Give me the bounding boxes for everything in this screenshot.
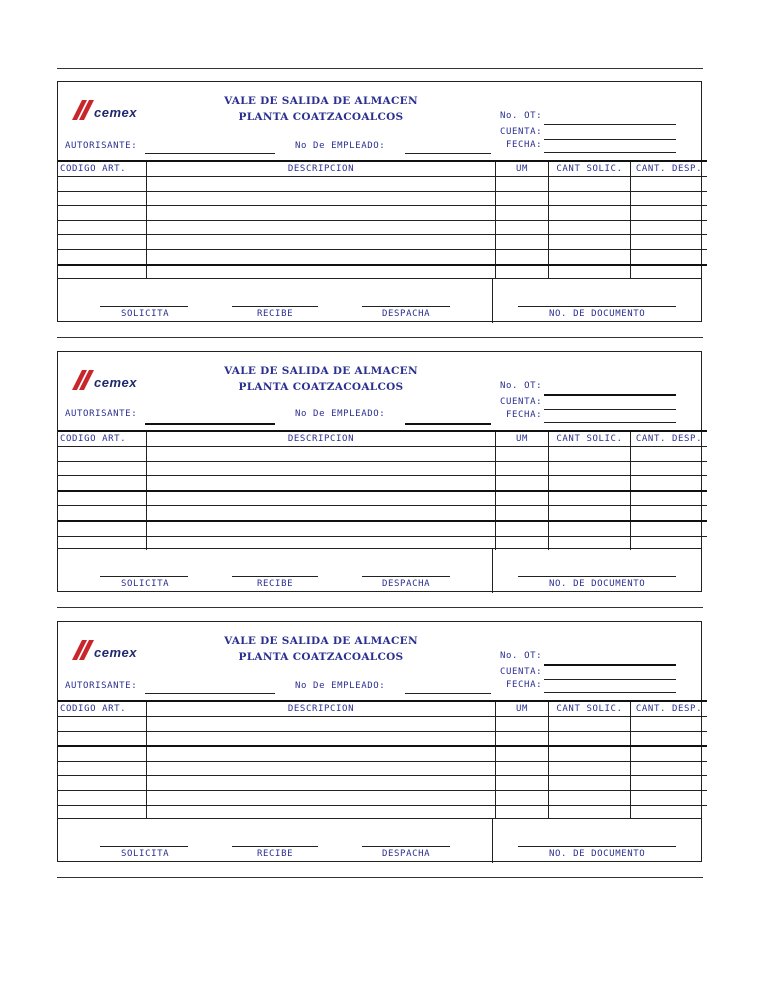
signature-divider [492,279,493,323]
table-row[interactable] [58,220,707,235]
solicita-line[interactable] [100,846,188,847]
col-descripcion: DESCRIPCION [147,431,496,447]
signature-area [58,818,701,863]
no-ot-field[interactable] [544,124,676,125]
recibe-line[interactable] [232,306,318,307]
recibe-label: RECIBE [257,849,294,859]
svg-text:cemex: cemex [94,105,137,120]
recibe-label: RECIBE [257,309,294,319]
items-table [58,160,707,279]
table-row[interactable] [58,476,707,491]
cuenta-label: CUENTA: [500,127,543,137]
solicita-line[interactable] [100,576,188,577]
table-row[interactable] [58,746,707,761]
table-row[interactable] [58,461,707,476]
cuenta-field[interactable] [544,139,676,140]
no-documento-line[interactable] [518,846,676,847]
no-empleado-label: No De EMPLEADO: [295,681,386,691]
col-cant-desp: CANT. DESP. [631,161,708,177]
col-um: UM [496,701,549,717]
col-cant-solic: CANT SOLIC. [549,701,631,717]
col-descripcion: DESCRIPCION [147,701,496,717]
despacha-label: DESPACHA [382,849,431,859]
table-header [58,431,707,447]
no-ot-label: No. OT: [500,381,543,391]
autorisante-field[interactable] [145,423,275,425]
no-empleado-field[interactable] [405,423,491,425]
table-row[interactable] [58,235,707,250]
recibe-line[interactable] [232,846,318,847]
no-ot-label: No. OT: [500,111,543,121]
no-empleado-label: No De EMPLEADO: [295,409,386,419]
no-documento-label: NO. DE DOCUMENTO [549,849,646,859]
fecha-field[interactable] [544,692,676,693]
table-row[interactable] [58,790,707,805]
fecha-label: FECHA: [506,410,543,420]
table-row[interactable] [58,731,707,746]
solicita-line[interactable] [100,306,188,307]
no-documento-line[interactable] [518,306,676,307]
no-ot-field[interactable] [544,394,676,396]
autorisante-field[interactable] [145,153,275,154]
autorisante-label: AUTORISANTE: [65,409,138,419]
col-um: UM [496,431,549,447]
vale-1 [57,81,702,322]
no-documento-label: NO. DE DOCUMENTO [549,579,646,589]
table-row[interactable] [58,447,707,462]
fecha-label: FECHA: [506,680,543,690]
fecha-field[interactable] [544,422,676,423]
despacha-line[interactable] [362,306,450,307]
form-title: VALE DE SALIDA DE ALMACEN [224,95,418,107]
cemex-logo [70,368,142,392]
table-row[interactable] [58,521,707,536]
table-row[interactable] [58,491,707,506]
fecha-field[interactable] [544,152,676,153]
signature-divider [492,549,493,593]
signature-area [58,278,701,323]
col-codigo-art: CODIGO ART. [58,431,147,447]
separator [57,337,703,338]
no-documento-label: NO. DE DOCUMENTO [549,309,646,319]
items-table [58,430,707,550]
solicita-label: SOLICITA [121,309,170,319]
col-um: UM [496,161,549,177]
cuenta-field[interactable] [544,679,676,680]
autorisante-label: AUTORISANTE: [65,681,138,691]
items-table [58,700,707,819]
form-title: VALE DE SALIDA DE ALMACEN [224,365,418,377]
col-cant-solic: CANT SOLIC. [549,161,631,177]
col-cant-desp: CANT. DESP. [631,431,708,447]
table-header [58,161,707,177]
no-empleado-label: No De EMPLEADO: [295,141,386,151]
col-codigo-art: CODIGO ART. [58,161,147,177]
fecha-label: FECHA: [506,140,543,150]
cemex-logo [70,98,142,122]
autorisante-field[interactable] [145,693,275,694]
vale-2 [57,351,702,592]
cemex-logo [70,638,142,662]
svg-text:cemex: cemex [94,375,137,390]
table-row[interactable] [58,506,707,521]
col-descripcion: DESCRIPCION [147,161,496,177]
col-codigo-art: CODIGO ART. [58,701,147,717]
table-row[interactable] [58,776,707,791]
table-row[interactable] [58,191,707,206]
col-cant-solic: CANT SOLIC. [549,431,631,447]
recibe-line[interactable] [232,576,318,577]
separator-top [57,68,703,69]
autorisante-label: AUTORISANTE: [65,141,138,151]
table-row[interactable] [58,265,707,280]
despacha-line[interactable] [362,576,450,577]
despacha-line[interactable] [362,846,450,847]
svg-text:cemex: cemex [94,645,137,660]
solicita-label: SOLICITA [121,849,170,859]
vale-3 [57,621,702,862]
form-subtitle: PLANTA COATZACOALCOS [238,381,404,393]
signature-divider [492,819,493,863]
no-ot-label: No. OT: [500,651,543,661]
cuenta-field[interactable] [544,409,676,410]
separator [57,607,703,608]
no-empleado-field[interactable] [405,693,491,694]
despacha-label: DESPACHA [382,309,431,319]
cuenta-label: CUENTA: [500,397,543,407]
recibe-label: RECIBE [257,579,294,589]
table-header [58,701,707,717]
signature-area [58,548,701,593]
form-subtitle: PLANTA COATZACOALCOS [238,651,404,663]
col-cant-desp: CANT. DESP. [631,701,708,717]
no-ot-field[interactable] [544,664,676,666]
cuenta-label: CUENTA: [500,667,543,677]
table-row[interactable] [58,717,707,732]
despacha-label: DESPACHA [382,579,431,589]
no-empleado-field[interactable] [405,153,491,154]
table-row[interactable] [58,249,707,264]
form-subtitle: PLANTA COATZACOALCOS [238,111,404,123]
table-row[interactable] [58,177,707,192]
solicita-label: SOLICITA [121,579,170,589]
separator-bottom [57,877,703,878]
table-row[interactable] [58,761,707,776]
no-documento-line[interactable] [518,576,676,577]
form-title: VALE DE SALIDA DE ALMACEN [224,635,418,647]
table-row[interactable] [58,206,707,221]
